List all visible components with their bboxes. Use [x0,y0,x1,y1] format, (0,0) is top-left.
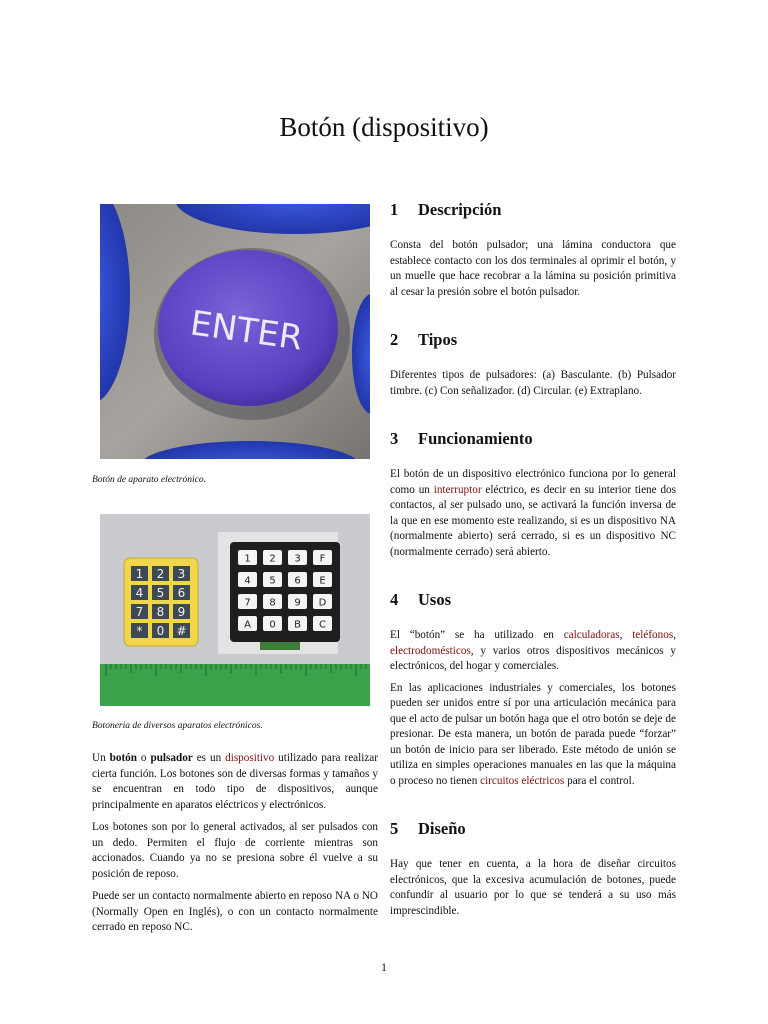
svg-text:4: 4 [244,575,251,587]
page-title: Botón (dispositivo) [279,112,489,142]
yellow-key [152,604,169,619]
intro-paragraph-3: Puede ser un contacto normalmente abierto en reposo NA o NO (Normally Open en Inglés), o con un contacto normalmente cerrado en reposo NC. [92,890,378,933]
black-key [238,550,257,565]
section-title: Tipos [418,330,458,349]
yellow-key [152,585,169,600]
svg-text:F: F [319,553,326,565]
funcionamiento-paragraph [390,467,676,560]
figure-caption-1: Botón de aparato electrónico. [92,475,206,485]
section-title: Diseño [418,819,466,838]
enter-button-photo [100,204,370,459]
text-run: , y varios otros dispositivos mecánicos y electrónicos, del hogar y comerciales. [390,644,676,672]
black-key [313,572,332,587]
black-key [263,616,282,631]
text-run: En las aplicaciones industriales y comerciales, los botones pueden ser unidos entre sí por una articulación mecánica para que el acto de pulsar un botón haga que el otro botón se deje de presionar. De esta manera, un botón de parada puede “forzar” un botón de inicio para ser liberado. Este método de unión se utiliza en simples operaciones manuales en las que la máquina o proceso no tienen [390,681,676,787]
svg-text:9: 9 [294,597,301,609]
svg-text:0: 0 [269,619,276,631]
term-pulsador: pulsador [150,752,193,764]
svg-text:1: 1 [135,567,144,581]
link-calculadoras[interactable]: calculadoras [563,629,620,641]
page-number: 1 [381,960,387,974]
svg-text:B: B [294,619,301,631]
svg-text:8: 8 [269,597,276,609]
svg-text:6: 6 [294,575,301,587]
text-run: El botón de un dispositivo electrónico funciona por lo general como un [390,468,676,496]
text-run: , [619,629,633,641]
svg-text:0: 0 [156,624,165,638]
yellow-key [173,604,190,619]
link-circuitos-electricos[interactable]: circuitos eléctricos [480,774,565,787]
section-heading-tipos [390,330,676,350]
svg-text:4: 4 [135,586,144,600]
yellow-key [152,566,169,581]
svg-text:#: # [176,624,187,638]
black-key [288,616,307,631]
section-heading-descripcion [390,200,676,220]
intro-paragraph-2: Los botones son por lo general activados, al ser pulsados con un dedo. Permiten el flujo de corriente mientras son accionados. Cuando ya no se presiona sobre él vuelve a su posición de reposo. [92,821,378,880]
text-run: es un [192,752,226,764]
intro-text [92,751,378,936]
svg-text:2: 2 [269,553,276,565]
black-key [238,594,257,609]
yellow-key [131,566,148,581]
yellow-key [131,623,148,638]
usos-paragraph-2 [390,681,676,790]
section-number: 5 [390,819,399,838]
svg-text:6: 6 [177,586,186,600]
svg-text:7: 7 [135,605,144,619]
yellow-key [173,623,190,638]
section-heading-diseno [390,819,676,839]
svg-text:A: A [244,619,251,631]
black-key [313,550,332,565]
black-key [238,616,257,631]
intro-paragraph-1 [92,751,378,813]
section-title: Funcionamiento [418,429,533,448]
black-key [263,572,282,587]
enter-key-label: ENTER [187,303,306,359]
text-run: o [136,752,151,764]
sections-column [390,200,676,919]
usos-paragraph-1 [390,628,676,675]
svg-text:5: 5 [156,586,165,600]
section-heading-usos [390,590,676,610]
svg-text:5: 5 [269,575,276,587]
term-boton: botón [109,752,137,764]
svg-text:2: 2 [156,567,165,581]
section-title: Descripción [418,200,502,219]
svg-text:E: E [319,575,326,587]
yellow-key [173,566,190,581]
text-run: , [673,629,676,641]
section-heading-funcionamiento [390,429,676,449]
tipos-paragraph: Diferentes tipos de pulsadores: (a) Basculante. (b) Pulsador timbre. (c) Con señalizador. (d) Circular. (e) Extraplano. [390,369,676,397]
figure-caption-2: Botoneria de diversos aparatos electrónicos. [92,721,263,731]
yellow-key [131,585,148,600]
svg-text:3: 3 [294,553,301,565]
text-run: Un [92,752,110,764]
link-telefonos[interactable]: teléfonos [632,629,674,641]
text-run: eléctrico, es decir en su interior tiene dos contactos, al ser pulsado uno, se activará la función inversa de la que en ese momento este realizando, si es un dispositivo NA (normalmente abierto) será cerrado, si es un dispositivo NC (normalmente cerrado) será abierto. [390,483,677,558]
section-title: Usos [418,590,452,609]
keypads-photo [100,514,370,706]
text-run: El “botón” se ha utilizado en [390,629,564,641]
black-key [313,616,332,631]
svg-text:7: 7 [244,597,251,609]
black-key [238,572,257,587]
yellow-key [152,623,169,638]
svg-text:C: C [319,619,326,631]
svg-text:*: * [136,624,143,638]
black-key [288,550,307,565]
section-number: 1 [390,200,399,219]
svg-text:3: 3 [177,567,186,581]
yellow-key [173,585,190,600]
section-number: 2 [390,330,399,349]
link-interruptor[interactable]: interruptor [433,483,482,496]
svg-text:D: D [318,597,327,609]
black-key [288,572,307,587]
black-key [313,594,332,609]
black-key [288,594,307,609]
black-key [263,594,282,609]
diseno-paragraph: Hay que tener en cuenta, a la hora de diseñar circuitos electrónicos, que la excesiva acumulación de botones, puede confundir al usuario por lo que se tenderá a su uso más imprescindible. [390,858,676,917]
svg-text:9: 9 [177,605,186,619]
link-dispositivo[interactable]: dispositivo [225,752,275,764]
yellow-key [131,604,148,619]
svg-text:8: 8 [156,605,165,619]
link-electrodomesticos[interactable]: electrodomésticos [390,644,471,657]
black-key [263,550,282,565]
descripcion-paragraph: Consta del botón pulsador; una lámina conductora que establece contacto con los dos terminales al oprimir el botón, y un muelle que hace recobrar a la lámina su posición primitiva al cesar la presión sobre el botón pulsador. [390,239,676,298]
svg-text:1: 1 [244,553,251,565]
text-run: para el control. [564,774,635,787]
section-number: 3 [390,429,399,448]
text-run: utilizado para realizar cierta función. Los botones son de diversas formas y tamaños y se encuentran en todo tipo de dispositivos, aunque principalmente en aparatos eléctricos y electrónicos. [92,752,378,811]
section-number: 4 [390,590,399,609]
